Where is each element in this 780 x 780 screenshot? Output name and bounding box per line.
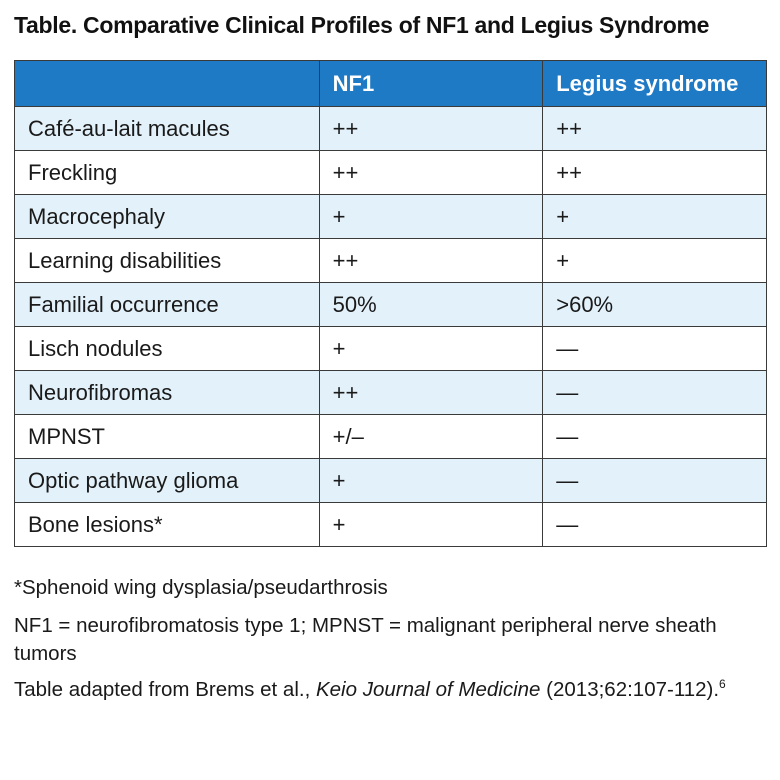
feature-cell: MPNST	[15, 415, 320, 459]
header-feature	[15, 61, 320, 107]
legius-cell: —	[543, 371, 767, 415]
feature-cell: Freckling	[15, 151, 320, 195]
table-row	[15, 327, 767, 371]
table-row	[15, 371, 767, 415]
table-row	[15, 239, 767, 283]
footnote: *Sphenoid wing dysplasia/pseudarthrosis	[14, 576, 388, 599]
source-note	[14, 676, 769, 704]
abbreviations-note: NF1 = neurofibromatosis type 1; MPNST = malignant peripheral nerve sheath tumors	[14, 614, 717, 665]
feature-cell: Macrocephaly	[15, 195, 320, 239]
nf1-cell: +	[319, 327, 543, 371]
source-prefix: Table adapted from Brems et al.,	[14, 678, 316, 701]
nf1-cell: ++	[319, 239, 543, 283]
table-row	[15, 151, 767, 195]
table-row	[15, 195, 767, 239]
legius-cell: +	[543, 195, 767, 239]
nf1-cell: 50%	[319, 283, 543, 327]
legius-cell: —	[543, 459, 767, 503]
feature-cell: Familial occurrence	[15, 283, 320, 327]
feature-cell: Learning disabilities	[15, 239, 320, 283]
table-notes	[14, 574, 769, 712]
nf1-cell: +	[319, 195, 543, 239]
feature-cell: Optic pathway glioma	[15, 459, 320, 503]
header-nf1: NF1	[319, 61, 543, 107]
page-title: Table. Comparative Clinical Profiles of NF1 and Legius Syndrome	[14, 12, 710, 38]
source-suffix: (2013;62:107-112).	[540, 678, 720, 701]
nf1-cell: ++	[319, 371, 543, 415]
table-row	[15, 459, 767, 503]
table-row	[15, 107, 767, 151]
nf1-cell: +	[319, 503, 543, 547]
table-row	[15, 503, 767, 547]
legius-cell: ++	[543, 151, 767, 195]
legius-cell: —	[543, 327, 767, 371]
nf1-cell: +/–	[319, 415, 543, 459]
feature-cell: Neurofibromas	[15, 371, 320, 415]
feature-cell: Bone lesions*	[15, 503, 320, 547]
nf1-cell: ++	[319, 151, 543, 195]
table-row	[15, 415, 767, 459]
source-journal: Keio Journal of Medicine	[315, 678, 541, 701]
legius-cell: —	[543, 415, 767, 459]
header-legius: Legius syndrome	[543, 61, 767, 107]
legius-cell: ++	[543, 107, 767, 151]
legius-cell: —	[543, 503, 767, 547]
table-header-row	[15, 61, 767, 107]
legius-cell: >60%	[543, 283, 767, 327]
source-reference-number: 6	[719, 677, 726, 691]
feature-cell: Café-au-lait macules	[15, 107, 320, 151]
clinical-profiles-table	[14, 60, 767, 547]
nf1-cell: ++	[319, 107, 543, 151]
feature-cell: Lisch nodules	[15, 327, 320, 371]
table-row	[15, 283, 767, 327]
legius-cell: +	[543, 239, 767, 283]
nf1-cell: +	[319, 459, 543, 503]
